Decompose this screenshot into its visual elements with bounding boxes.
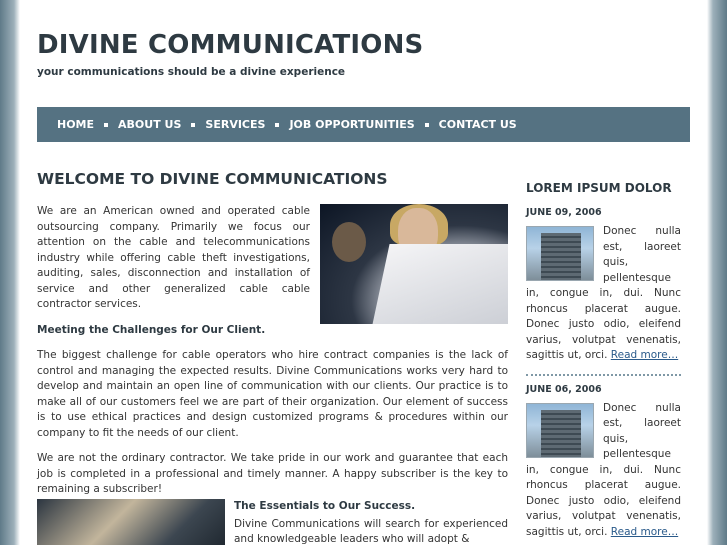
building-thumbnail [526,403,594,458]
news-text: Donec nulla est, laoreet quis, pellentesque in, congue in, dui. Nunc rhoncus placerat augue. Donec justo odio, eleifend varius, volutpat venenatis, sagittis ut, orci. [526,401,681,538]
welcome-heading: WELCOME TO DIVINE COMMUNICATIONS [37,170,388,188]
contractor-paragraph: We are not the ordinary contractor. We take pride in our work and guarantee that each job is completed in a professional and timely manner. A happy subscriber is the key to remaining a subscriber! [37,452,508,495]
handshake-photo [37,499,225,545]
sidebar [526,170,681,545]
essentials-subheading: The Essentials to Our Success. [234,500,416,512]
site-tagline: your communications should be a divine experience [37,66,346,78]
challenges-paragraph: The biggest challenge for cable operators who hire contract companies is the lack of control and managing the expected results. Divine Communications works very hard to develop and maintain an open line of communication with our clients. Our practice is to make all of our customers feel we are part of their organization. Our element of success is to use ethical practices and design customized programs & procedures within our company to fit the needs of our client. [37,349,508,439]
main-nav [37,107,690,142]
nav-separator [275,123,279,127]
main-content [37,170,508,545]
site-title[interactable]: DIVINE COMMUNICATIONS [37,30,424,60]
essentials-section [234,499,508,545]
nav-about-us[interactable]: ABOUT US [118,118,182,131]
nav-home[interactable]: HOME [57,118,95,131]
nav-services[interactable]: SERVICES [205,118,266,131]
news-date: JUNE 09, 2006 [526,207,602,218]
challenges-subheading: Meeting the Challenges for Our Client. [37,323,266,336]
photo-man [332,222,366,262]
building-thumbnail [526,226,594,281]
nav-separator [191,123,195,127]
photo-laptop-lid [370,244,508,324]
news-divider [526,374,681,376]
essentials-paragraph: Divine Communications will search for experienced and knowledgeable leaders who will adopt & [234,517,508,545]
news-item [526,384,681,541]
news-item [526,207,681,364]
read-more-link[interactable]: Read more… [610,525,679,538]
nav-job-opportunities[interactable]: JOB OPPORTUNITIES [289,118,415,131]
nav-separator [425,123,429,127]
news-text: Donec nulla est, laoreet quis, pellentesque in, congue in, dui. Nunc rhoncus placerat augue. Donec justo odio, eleifend varius, volutpat venenatis, sagittis ut, orci. [526,225,681,361]
page [20,0,707,545]
news-date: JUNE 06, 2006 [526,383,602,395]
nav-contact-us[interactable]: CONTACT US [438,118,517,131]
read-more-link[interactable]: Read more… [610,349,679,361]
intro-paragraph: We are an American owned and operated cable outsourcing company. Primarily we focus our attention on the cable and telecommunications industry while offering cable theft investigations, auditing, sales, disconnection and installation of service and other generalized cable cable contractor services. [37,205,310,310]
nav-separator [104,123,108,127]
sidebar-heading: LOREM IPSUM DOLOR [526,181,672,195]
laptop-photo [320,204,508,324]
